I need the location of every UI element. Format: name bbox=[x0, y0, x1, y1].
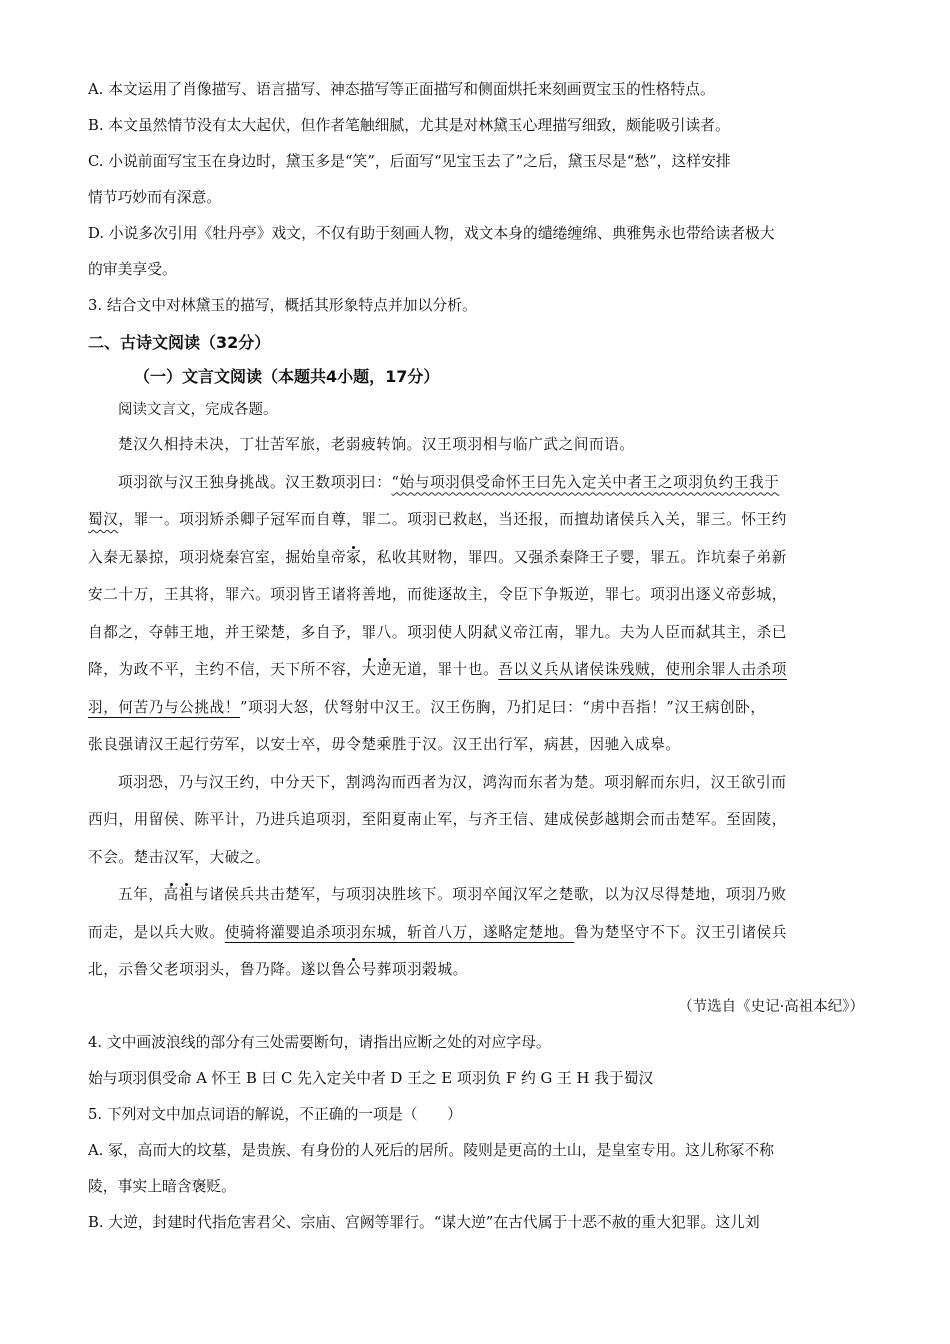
source-citation: （节选自《史记·高祖本纪》） bbox=[678, 998, 864, 1015]
paragraph-4 bbox=[88, 876, 864, 989]
dotted-word: 高 bbox=[163, 886, 179, 903]
underlined-sentence: 羽，何苦乃与公挑战！ bbox=[88, 698, 240, 716]
question-3: 3. 结合文中对林黛玉的描写，概括其形象特点并加以分析。 bbox=[88, 297, 477, 314]
exam-page bbox=[88, 72, 864, 1241]
paragraph-3 bbox=[88, 764, 864, 877]
passage-line: 张良强请汉王起行劳军，以安士卒，毋令楚乘胜于汉。汉王出行军，病甚，因驰入成皋。 bbox=[88, 736, 681, 753]
passage-line: 五年，高祖与诸侯兵共击楚军，与项羽决胜垓下。项羽卒闻汉军之楚歌，以为汉尽得楚地，项羽乃败 bbox=[118, 886, 787, 903]
subsection-title: （一）文言文阅读（本题共4小题，17分） bbox=[134, 367, 440, 386]
dotted-word: 公 bbox=[346, 961, 362, 978]
dotted-word: 逆 bbox=[376, 661, 392, 678]
option-a: A. 本文运用了肖像描写、语言描写、神态描写等正面描写和侧面烘托来刻画贾宝玉的性格特点。 bbox=[88, 81, 715, 98]
passage-line: 安二十万，王其将，罪六。项羽皆王诸将善地，而徙逐故主，令臣下争叛逆，罪七。项羽出逐义帝彭城， bbox=[88, 586, 787, 603]
option-d-continued: 的审美享受。 bbox=[88, 261, 177, 278]
option-b: B. 本文虽然情节没有太大起伏，但作者笔触细腻，尤其是对林黛玉心理描写细致，颇能吸引读者。 bbox=[88, 117, 730, 134]
dotted-word: 大 bbox=[361, 661, 377, 678]
passage-line: 项羽恐，乃与汉王约，中分天下，割鸿沟而西者为汉，鸿沟而东者为楚。项羽解而东归，汉王欲引而 bbox=[118, 773, 787, 791]
dotted-word: 冢 bbox=[346, 548, 362, 566]
dotted-word: 祖 bbox=[178, 886, 194, 903]
passage-line: 自都之，夺韩王地，并王梁楚，多自予，罪八。项羽使人阴弑义帝江南，罪九。夫为人臣而弑其主，杀已 bbox=[88, 623, 787, 641]
question-4: 4. 文中画波浪线的部分有三处需要断句，请指出应断之处的对应字母。 bbox=[88, 1033, 551, 1051]
paragraph-2 bbox=[88, 464, 864, 764]
question-5: 5. 下列对文中加点词语的解说，不正确的一项是（ ） bbox=[88, 1105, 462, 1123]
passage-line: 项羽欲与汉王独身挑战。汉王数项羽曰：“始与项羽俱受命怀王曰先入定关中者王之项羽负约王我于 bbox=[118, 473, 780, 491]
q5-option-a: A. 冢，高而大的坟墓，是贵族、有身份的人死后的居所。陵则是更高的土山，是皇室专用。这儿称冢不称 bbox=[88, 1141, 774, 1159]
q3-options bbox=[88, 72, 864, 324]
wavy-underlined-text: 蜀汉 bbox=[88, 511, 119, 528]
passage-line: 入秦无暴掠，项羽烧秦宫室，掘始皇帝冢，私收其财物，罪四。又强杀秦降王子婴，罪五。诈坑秦子弟新 bbox=[88, 548, 787, 566]
question-4-sentence: 始与项羽俱受命 A 怀王 B 曰 C 先入定关中者 D 王之 E 项羽负 F 约 G 王 H 我于蜀汉 bbox=[88, 1069, 654, 1087]
q5-option-b: B. 大逆，封建时代指危害君父、宗庙、宫阙等罪行。“谋大逆”在古代属于十恶不赦的重大犯罪。这儿刘 bbox=[88, 1213, 760, 1231]
underlined-sentence: 使骑将灌婴追杀项羽东城，斩首八万，遂略定楚地。 bbox=[224, 923, 575, 941]
passage-line: 羽，何苦乃与公挑战！”项羽大怒，伏弩射中汉王。汉王伤胸，乃扪足曰：“虏中吾指！”汉王病创卧， bbox=[88, 698, 766, 716]
passage-line: 不会。楚击汉军，大破之。 bbox=[88, 848, 271, 866]
passage-line: 降，为政不平，主约不信，天下所不容，大逆无道，罪十也。吾以义兵从诸侯诛残贼，使刑余罪人击杀项 bbox=[88, 661, 787, 678]
option-c: C. 小说前面写宝玉在身边时，黛玉多是“笑”，后面写“见宝玉去了”之后，黛玉尽是“愁”，这样安排 bbox=[88, 153, 731, 170]
paragraph-1: 楚汉久相持未决，丁壮苦军旅，老弱疲转饷。汉王项羽相与临广武之间而语。 bbox=[118, 436, 635, 453]
underlined-sentence: 吾以义兵从诸侯诛残贼，使刑余罪人击杀项 bbox=[498, 661, 787, 678]
wavy-underlined-text: “始与项羽俱受命怀王曰先入定关中者王之项羽负约王我于 bbox=[391, 473, 780, 491]
passage-line: 蜀汉，罪一。项羽矫杀卿子冠军而自尊，罪二。项羽已救赵，当还报，而擅劫诸侯兵入关，罪三。怀王约 bbox=[88, 511, 787, 528]
option-c-continued: 情节巧妙而有深意。 bbox=[88, 189, 222, 206]
passage-line: 西归，用留侯、陈平计，乃进兵追项羽，至阳夏南止军，与齐王信、建成侯彭越期会而击楚军。至固陵， bbox=[88, 811, 787, 828]
section-title: 二、古诗文阅读（32分） bbox=[88, 333, 271, 352]
instruction: 阅读文言文，完成各题。 bbox=[118, 402, 278, 418]
option-d: D. 小说多次引用《牡丹亭》戏文，不仅有助于刻画人物，戏文本身的缱绻缠绵、典雅隽永也带给读者极大 bbox=[88, 225, 775, 242]
q5-option-a-continued: 陵，事实上暗含褒贬。 bbox=[88, 1177, 236, 1195]
passage-line: 而走，是以兵大败。使骑将灌婴追杀项羽东城，斩首八万，遂略定楚地。鲁为楚坚守不下。汉王引诸侯兵 bbox=[88, 923, 787, 941]
passage-line: 北，示鲁父老项羽头，鲁乃降。遂以鲁公号葬项羽榖城。 bbox=[88, 961, 468, 978]
classical-passage bbox=[88, 426, 864, 989]
